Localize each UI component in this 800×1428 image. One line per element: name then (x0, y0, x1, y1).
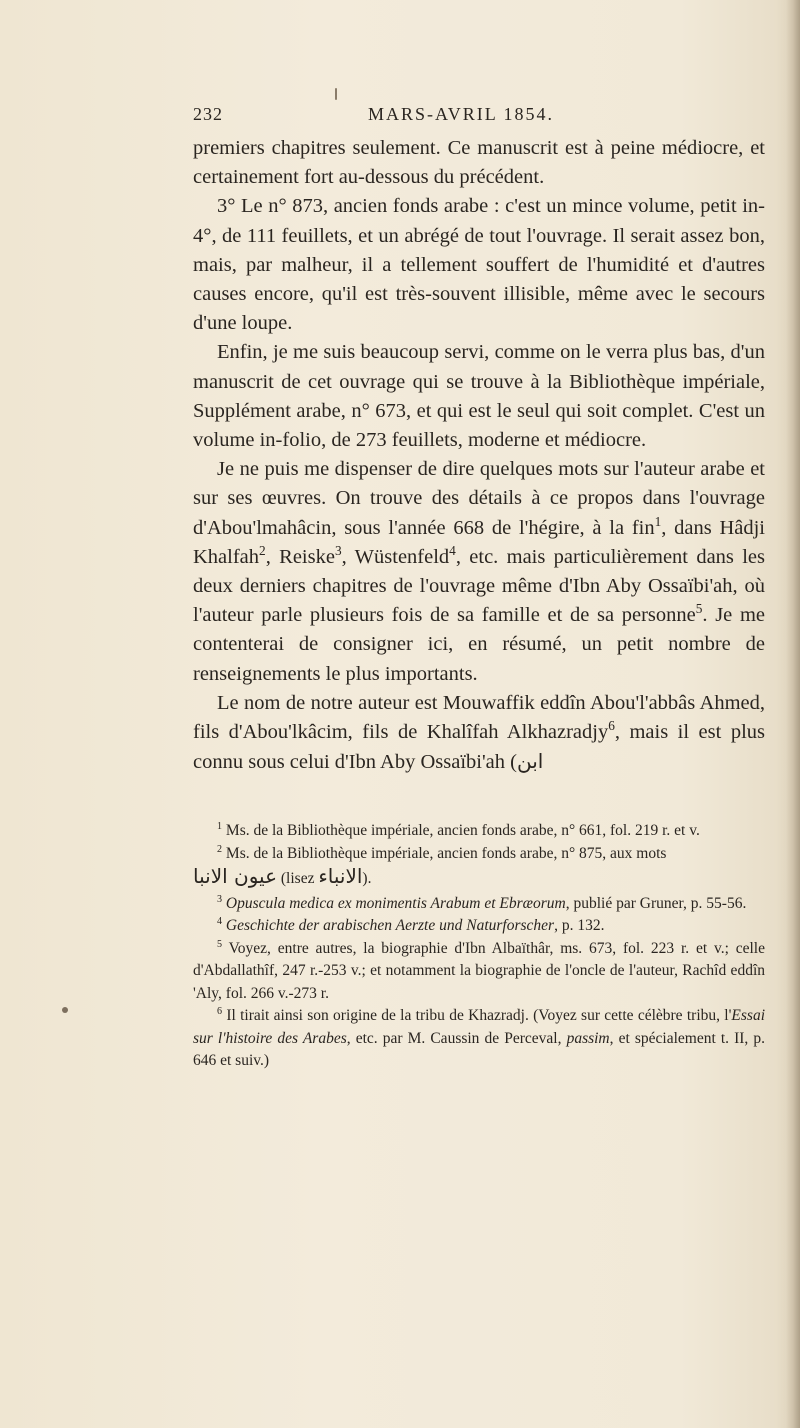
arabic-word: ابن (516, 749, 544, 774)
footnote-text: Il tirait ainsi son origine de la tribu de Khazradj. (Voyez sur cette célèbre tribu, l' (226, 1007, 732, 1024)
footnote-5 (193, 938, 765, 1006)
footnote-text: Voyez, entre autres, la biographie d'Ibn Albaïthâr, ms. 673, fol. 223 r. et v.; celle d'Abdallathîf, 247 r.-253 v.; et notamment la biographie de l'oncle de l'auteur, Rachîd eddîn 'Aly, fol. 266 v.-273 r. (193, 939, 765, 1002)
page-edge-shadow (786, 0, 800, 1428)
footnote-6 (193, 1005, 765, 1073)
paragraph: premiers chapitres seulement. Ce manuscrit est à peine médiocre, et certainement fort au-dessous du précédent. (193, 137, 765, 189)
footnote-3 (193, 893, 765, 916)
footnote-ref: 1 (654, 513, 662, 529)
footnote-title: passim (566, 1029, 610, 1047)
footnote-text: , et spécialement t. II, p. 646 et suiv.) (193, 1029, 766, 1069)
footnote-number: 1 (217, 820, 223, 832)
footnote-text: (lisez (280, 870, 315, 887)
footnote-number: 5 (217, 938, 223, 950)
text-run: . Je me contenterai de consigner ici, en résumé, un petit nombre de renseignements le plus importants. (193, 604, 765, 685)
running-header (193, 104, 768, 134)
footnote-title: Essai sur l'histoire des Arabes (193, 1007, 765, 1047)
text-run: , dans Hâdji Khalfah (193, 516, 765, 568)
text-run: Je ne puis me dispenser de dire quelques mots sur l'auteur arabe et sur ses œuvres. On trouve des détails à ce propos dans l'ouvrage d'Abou'lmahâcin, sous l'année 668 de l'hégire, à la fin (193, 458, 765, 539)
footnotes (193, 820, 765, 1073)
footnote-1 (193, 820, 765, 843)
footnote-text: ). (362, 870, 372, 887)
paragraph (193, 455, 765, 689)
footnote-text: , publié par Gruner, p. 55-56. (565, 894, 747, 912)
footnote-ref: 2 (259, 543, 266, 559)
text-run: , etc. mais particulièrement dans les deux derniers chapitres de l'ouvrage même d'Ibn Aby Ossaïbi'ah, où l'auteur parle plusieurs fois de sa famille et de sa personne (193, 545, 765, 627)
text-run: , Wüstenfeld (341, 545, 450, 568)
paragraph: 3° Le n° 873, ancien fonds arabe : c'est un mince volume, petit in-4°, de 111 feuillets, et un abrégé de tout l'ouvrage. Il serait assez bon, mais, par malheur, il a tellement souffert de l'humidité et d'autres causes encore, qu'il est très-souvent illisible, même avec le secours d'une loupe. (193, 195, 765, 335)
footnote-number: 2 (217, 843, 223, 855)
arabic-phrase: عيون الانبا (193, 864, 278, 888)
footnote-title: Geschichte der arabischen Aerzte und Naturforscher (225, 917, 555, 934)
running-head-title: MARS-AVRIL 1854. (368, 104, 555, 124)
footnote-ref: 4 (449, 543, 456, 559)
arabic-word: الانباء (318, 864, 363, 888)
footnote-number: 3 (217, 893, 223, 905)
page-number: 232 (193, 104, 223, 124)
footnote-2 (193, 843, 765, 866)
footnote-ref: 5 (695, 601, 703, 617)
footnote-number: 4 (217, 915, 223, 927)
footnote-2-arabic (193, 865, 765, 891)
footnote-ref: 3 (334, 543, 342, 559)
paragraph (193, 689, 765, 778)
text-run: , Reiske (265, 545, 335, 568)
footnote-ref: 6 (608, 718, 615, 734)
ink-speck (335, 88, 337, 100)
footnote-text: , etc. par M. Caussin de Perceval, (346, 1029, 562, 1047)
footnote-text: , p. 132. (554, 917, 605, 934)
ink-speck (62, 1007, 68, 1013)
footnote-title: Opuscula medica ex monimentis Arabum et Ebræorum (225, 894, 566, 912)
main-text (193, 134, 765, 777)
text-run: , mais il est plus connu sous celui d'Ibn Aby Ossaïbi'ah ( (193, 721, 765, 774)
text-run: Le nom de notre auteur est Mouwaffik eddîn Abou'l'abbâs Ahmed, fils d'Abou'lkâcim, fils de Khalîfah Alkhazradjy (193, 691, 765, 744)
footnote-number: 6 (217, 1005, 223, 1017)
footnote-text: Ms. de la Bibliothèque impériale, ancien fonds arabe, n° 661, fol. 219 r. et v. (225, 822, 700, 839)
footnote-4 (193, 915, 765, 938)
footnote-text: Ms. de la Bibliothèque impériale, ancien fonds arabe, n° 875, aux mots (225, 844, 667, 862)
paragraph: Enfin, je me suis beaucoup servi, comme on le verra plus bas, d'un manuscrit de cet ouvrage qui se trouve à la Bibliothèque impériale, Supplément arabe, n° 673, et qui est le seul qui soit complet. C'est un volume in-folio, de 273 feuillets, moderne et médiocre. (193, 341, 765, 452)
